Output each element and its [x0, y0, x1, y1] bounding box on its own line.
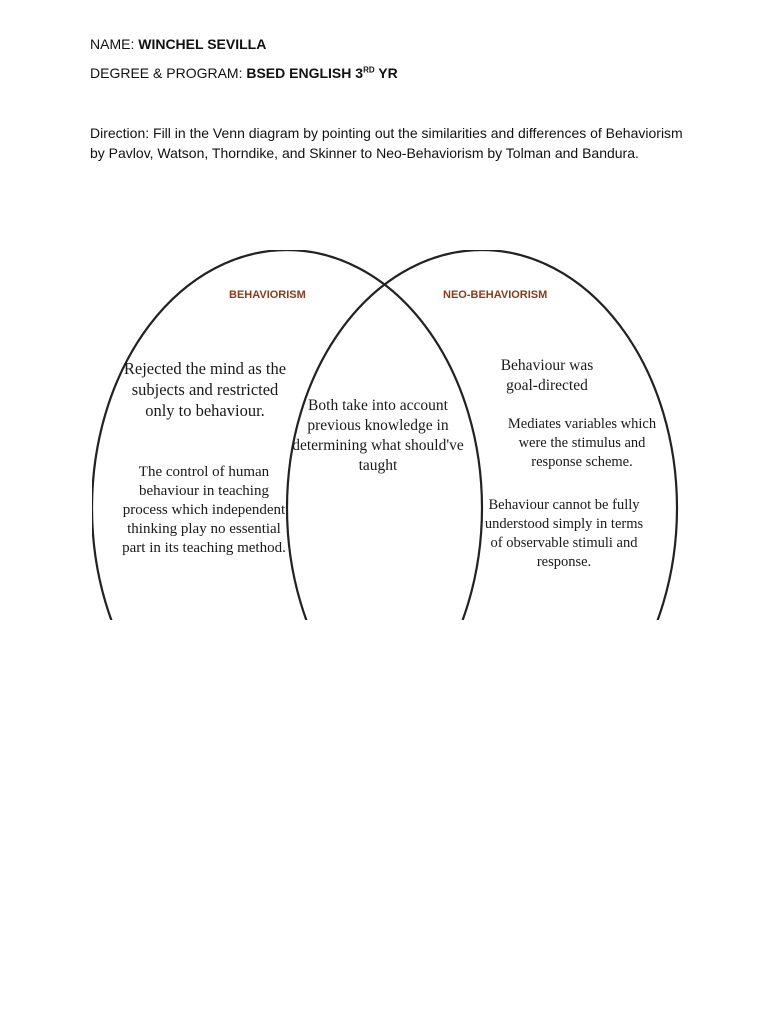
name-value: WINCHEL SEVILLA — [138, 36, 267, 52]
shared-point: Both take into account previous knowledge in determining what should've taught — [292, 397, 464, 474]
neo-behaviorism-point-2: Mediates variables which were the stimulus and response scheme. — [507, 416, 657, 470]
degree-value-main: BSED ENGLISH 3 — [246, 65, 364, 81]
neo-behaviorism-title: NEO-BEHAVIORISM — [443, 289, 548, 301]
behaviorism-title: BEHAVIORISM — [229, 289, 306, 301]
degree-value — [246, 65, 397, 81]
degree-value-superscript: RD — [363, 65, 375, 75]
neo-behaviorism-point-1: Behaviour was goal-directed — [500, 357, 594, 394]
behaviorism-point-1: Rejected the mind as the subjects and restricted only to behaviour. — [123, 359, 287, 420]
venn-diagram — [92, 250, 680, 620]
direction-text: Direction: Fill in the Venn diagram by pointing out the similarities and differences of Behaviorism by Pavlov, Watson, Thorndike, and Skinner to Neo-Behaviorism by Tolman and Bandura. — [90, 125, 683, 161]
behaviorism-point-2: The control of human behaviour in teaching process which independent thinking play no essential part in its teaching method. — [122, 464, 286, 556]
neo-behaviorism-point-3: Behaviour cannot be fully understood simply in terms of observable stimuli and response. — [484, 497, 644, 570]
name-line — [90, 35, 266, 53]
degree-line — [90, 64, 398, 82]
degree-value-year: YR — [374, 65, 398, 81]
name-label: NAME: — [90, 36, 139, 52]
degree-label: DEGREE & PROGRAM: — [90, 65, 247, 81]
